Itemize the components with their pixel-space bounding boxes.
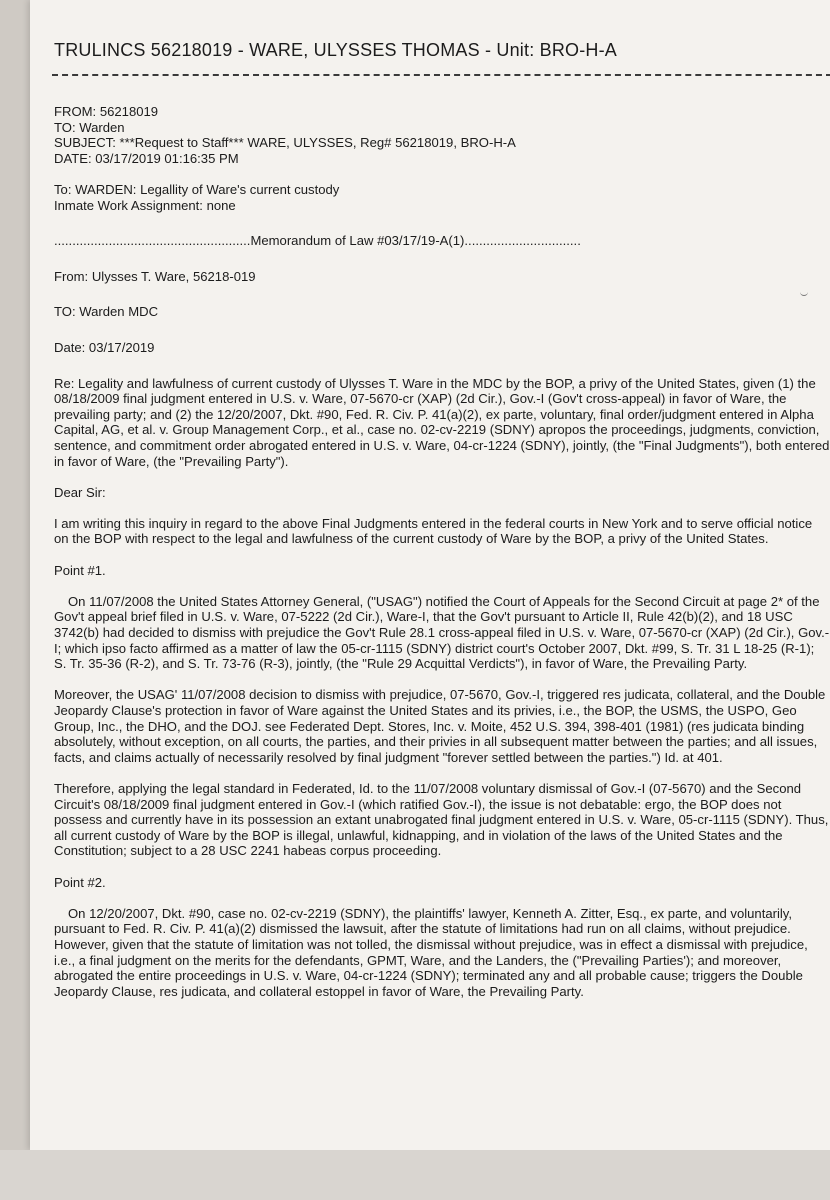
header-divider	[52, 74, 830, 76]
point1-paragraph-2: Moreover, the USAG' 11/07/2008 decision to dismiss with prejudice, 07-5670, Gov.-I, triggered res judicata, collateral, and the Double Jeopardy Clause's protection in favor of Ware against the United States and its privies, i.e., the BOP, the USMS, the USPO, Geo Group, Inc., the DHO, and the DOJ. see Federated Dept. Stores, Inc. v. Moite, 452 U.S. 394, 398-401 (1981) (res judicata binding absolutely, without exception, on all courts, the parties, and their privies in all subsequent matter between the parties; and all issues, facts, and claims actually of necessarily resolved by final judgment "forever settled between the parties.") Id. at 401.	[54, 687, 826, 765]
point1-paragraph-3: Therefore, applying the legal standard in Federated, Id. to the 11/07/2008 voluntary dismissal of Gov.-I (07-5670) and the Second Circuit's 08/18/2009 final judgment entered in Gov.-I (which ratified Gov.-I), the issue is not debatable: ergo, the BOP does not possess and currently have in its possession an extant unabrogated final judgment entered in U.S. v. Ware, 05-cr-1115 (SDNY). Thus, all current custody of Ware by the BOP is illegal, unlawful, kidnapping, and in violation of the laws of the United States and the Constitution; subject to a 28 USC 2241 habeas corpus proceeding.	[54, 780, 829, 859]
to-line: TO: Warden	[54, 119, 125, 135]
message-body	[54, 104, 830, 999]
request-to-line: To: WARDEN: Legallity of Ware's current custody	[54, 181, 340, 197]
from-line: FROM: 56218019	[54, 104, 159, 119]
intro-paragraph: I am writing this inquiry in regard to the above Final Judgments entered in the federal courts in New York and to serve official notice on the BOP with respect to the legal and lawfulness of the current custody of Ware by the BOP, a privy of the United States.	[54, 515, 813, 547]
point2-heading: Point #2.	[54, 874, 106, 890]
re-paragraph: Re: Legality and lawfulness of current custody of Ulysses T. Ware in the MDC by the BOP, a privy of the United States, given (1) the 08/18/2009 final judgment entered in U.S. v. Ware, 07-5670-cr (XAP) (2d Cir.), Gov.-I (Gov't cross-appeal) in favor of Ware, the prevailing party; and (2) the 12/20/2007, Dkt. #90, Fed. R. Civ. P. 41(a)(2), ex parte, voluntary, final order/judgment entered in Alpha Capital, AG, et al. v. Group Management Corp., et al., case no. 02-cv-2219 (SDNY) apropos the proceedings, judgments, conviction, sentence, and commitment order abrogated entered in U.S. v. Ware, 04-cr-1224 (SDNY), jointly, (the "Final Judgments"), both entered in favor of Ware, (the "Prevailing Party").	[54, 375, 830, 469]
point2-paragraph-1: On 12/20/2007, Dkt. #90, case no. 02-cv-2219 (SDNY), the plaintiffs' lawyer, Kenneth A. Zitter, Esq., ex parte, and voluntarily, pursuant to Fed. R. Civ. P. 41(a)(2) dismissed the lawsuit, after the statute of limitations had run on all claims, without prejudice. However, given that the statute of limitation was not tolled, the dismissal without prejudice, was in effect a dismissal with prejudice, i.e., a final judgment on the merits for the defendants, GPMT, Ware, and the Landers, the ("Prevailing Parties'); and moreover, abrogated the entire proceedings in U.S. v. Ware, 04-cr-1224 (SDNY); terminated any and all probable cause; triggers the Double Jeopardy Clause, res judicata, and collateral estoppel in favor of Ware, the Prevailing Party.	[54, 905, 808, 999]
memo-date: Date: 03/17/2019	[54, 339, 155, 355]
work-assignment-line: Inmate Work Assignment: none	[54, 197, 236, 213]
memo-to: TO: Warden MDC	[54, 304, 159, 320]
document-page	[30, 0, 830, 1150]
memo-from: From: Ulysses T. Ware, 56218-019	[54, 268, 256, 284]
salutation: Dear Sir:	[54, 484, 106, 500]
point1-paragraph-1: On 11/07/2008 the United States Attorney General, ("USAG") notified the Court of Appeals for the Second Circuit at page 2* of the Gov't appeal brief filed in U.S. v. Ware, 07-5222 (2d Cir.), Ware-I, that the Gov't pursuant to Article II, Rule 42(b)(2), and 18 USC 3742(b) had decided to dismiss with prejudice the Gov't Rule 28.1 cross-appeal filed in U.S. v. Ware, 07-5670-cr (XAP) (2d Cir.), Gov.-I; which ipso facto affirmed as a matter of law the 05-cr-1115 (SDNY) district court's October 2007, Dkt. #99, S. Tr. 31 L 18-25 (R-1); S. Tr. 35-36 (R-2), and S. Tr. 73-76 (R-3), jointly, (the "Rule 29 Acquittal Verdicts"), in favor of Ware, the Prevailing Party.	[54, 593, 830, 672]
memo-title: ......................................................Memorandum of Law #03/17/19-A(1)................................	[54, 233, 581, 249]
date-line: DATE: 03/17/2019 01:16:35 PM	[54, 150, 239, 166]
background-surface	[0, 1150, 830, 1200]
trulincs-header: TRULINCS 56218019 - WARE, ULYSSES THOMAS - Unit: BRO-H-A	[54, 40, 618, 60]
point1-heading: Point #1.	[54, 562, 106, 578]
subject-line: SUBJECT: ***Request to Staff*** WARE, ULYSSES, Reg# 56218019, BRO-H-A	[54, 135, 516, 151]
